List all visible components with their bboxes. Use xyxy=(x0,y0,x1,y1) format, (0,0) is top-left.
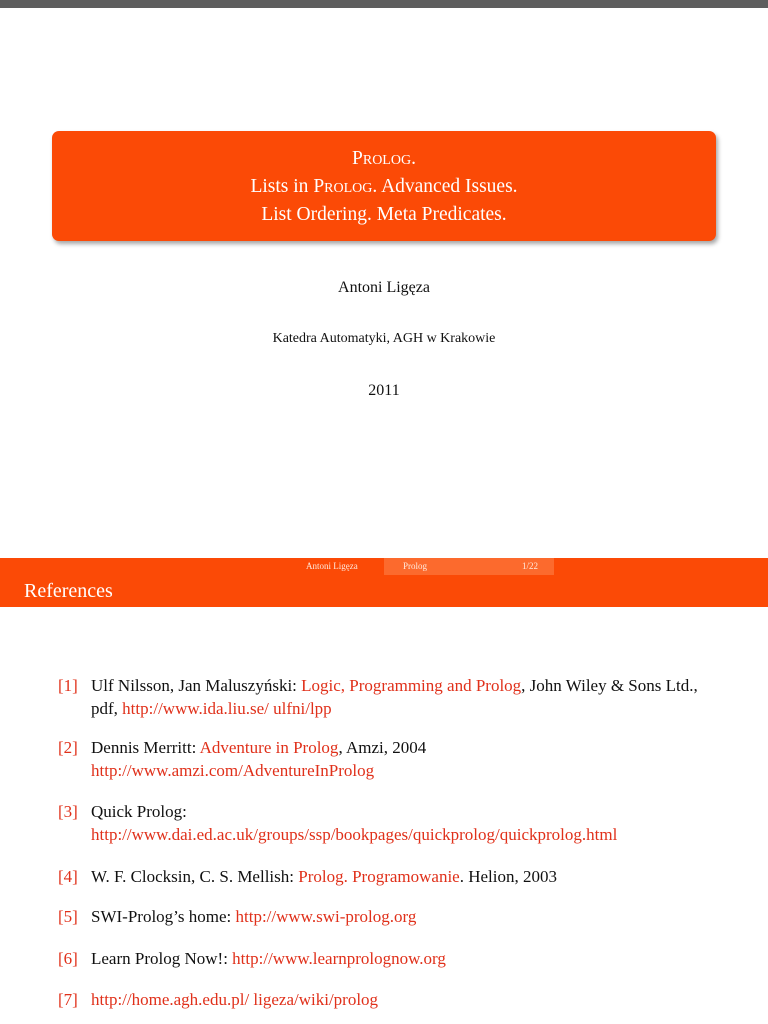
reference-publisher: , John Wiley & Sons Ltd., pdf, xyxy=(91,676,698,718)
reference-item xyxy=(58,674,718,720)
title-advanced: . Advanced Issues. xyxy=(372,176,518,197)
affiliation: Katedra Automatyki, AGH w Krakowie xyxy=(272,331,496,346)
title-prolog: Prolog xyxy=(352,148,412,169)
year: 2011 xyxy=(368,382,400,399)
reference-title: Prolog. Programowanie xyxy=(298,867,460,886)
reference-item xyxy=(58,988,718,1011)
footline-page-number: 1/22 xyxy=(522,561,539,571)
reference-link[interactable]: http://www.amzi.com/AdventureInProlog xyxy=(91,761,375,780)
reference-item xyxy=(58,736,718,782)
reference-item xyxy=(58,947,718,970)
title-lists-in: Lists in xyxy=(250,176,314,197)
reference-authors: Dennis Merritt: xyxy=(91,738,200,757)
reference-item xyxy=(58,905,718,928)
reference-number: [6] xyxy=(58,949,78,968)
reference-number: [1] xyxy=(58,676,78,695)
title-line-3: List Ordering. Meta Predicates. xyxy=(261,204,507,225)
footline xyxy=(0,558,768,575)
reference-authors: W. F. Clocksin, C. S. Mellish: xyxy=(91,867,299,886)
reference-title: Logic, Programming and Prolog xyxy=(301,676,522,695)
reference-number: [2] xyxy=(58,738,78,757)
title-line-2 xyxy=(52,173,716,201)
reference-number: [4] xyxy=(58,867,78,886)
reference-link[interactable]: http://www.learnprolognow.org xyxy=(232,949,446,968)
reference-number: [7] xyxy=(58,990,78,1009)
reference-link[interactable]: http://www.swi-prolog.org xyxy=(235,907,417,926)
reference-title: Quick Prolog: xyxy=(91,802,187,821)
reference-number: [3] xyxy=(58,802,78,821)
title-block xyxy=(52,131,716,241)
frame-title: References xyxy=(0,575,768,607)
reference-item xyxy=(58,865,718,888)
reference-link[interactable]: http://home.agh.edu.pl/ ligeza/wiki/prolog xyxy=(91,990,379,1009)
reference-authors: Ulf Nilsson, Jan Maluszyński: xyxy=(91,676,302,695)
reference-link[interactable]: http://www.ida.liu.se/ ulfni/lpp xyxy=(122,699,332,718)
reference-item xyxy=(58,800,718,846)
reference-title: Adventure in Prolog xyxy=(199,738,339,757)
title-prolog-2: Prolog xyxy=(313,176,373,197)
reference-publisher: , Amzi, 2004 xyxy=(338,738,427,757)
reference-link[interactable]: http://www.dai.ed.ac.uk/groups/ssp/bookpages/quickprolog/quickprolog.html xyxy=(91,825,618,844)
reference-number: [5] xyxy=(58,907,78,926)
top-bar xyxy=(0,0,768,8)
author: Antoni Ligęza xyxy=(338,279,430,296)
footline-title: Prolog xyxy=(403,561,428,571)
footline-author: Antoni Ligęza xyxy=(306,561,358,571)
title-line-1 xyxy=(52,145,716,173)
reference-publisher: . Helion, 2003 xyxy=(459,867,558,886)
title-period: . xyxy=(411,148,416,169)
reference-title: Learn Prolog Now!: xyxy=(91,949,233,968)
reference-title: SWI-Prolog’s home: xyxy=(91,907,236,926)
